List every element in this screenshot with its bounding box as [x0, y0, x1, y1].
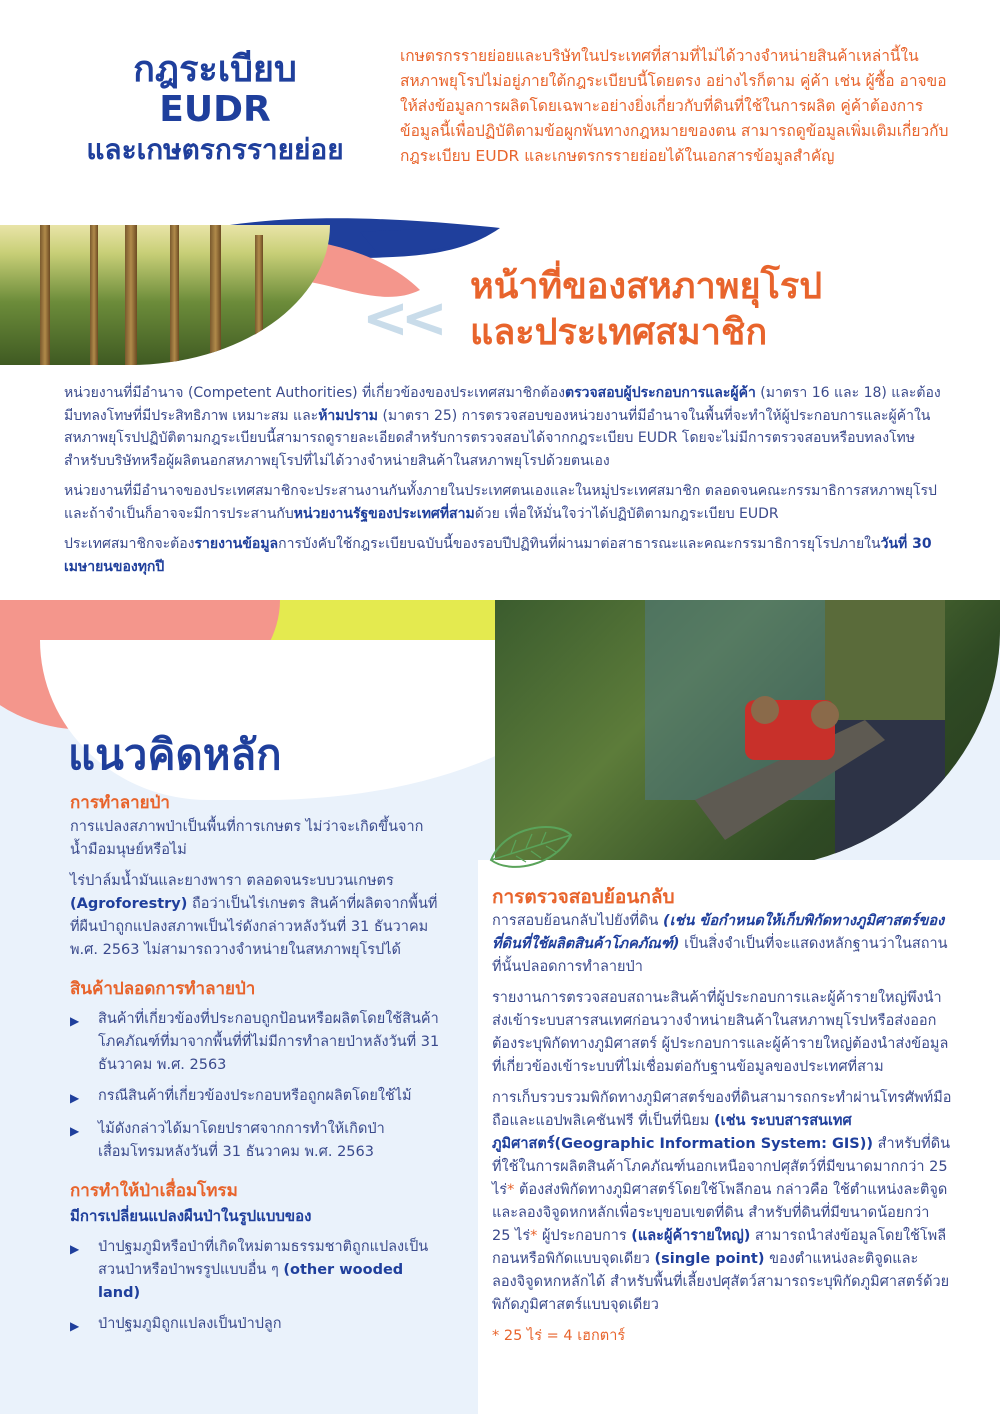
list-item — [70, 1236, 440, 1305]
list-item-text: กรณีสินค้าที่เกี่ยวข้องประกอบหรือถูกผลิตโดยใช้ไม้ — [98, 1088, 412, 1104]
deforestation-paragraph-2 — [70, 870, 440, 962]
list-item — [70, 1118, 440, 1164]
eu-duties-title — [470, 264, 970, 356]
emphasis: (เช่น ข้อกำหนดให้เก็บพิกัดทางภูมิศาสตร์ของที่ดินที่ใช้ผลิตสินค้าโภคภัณฑ์) — [492, 913, 945, 952]
text: ถือว่าเป็นไร่เกษตร สินค้าที่ผลิตจากพื้นที่ที่ผืนป่าถูกแปลงสภาพเป็นไร่ดังกล่าวหลังวันที่ 31 ธันวาคม พ.ศ. 2563 ไม่สามารถวางจำหน่ายในสหภาพยุโรปได้ — [70, 896, 438, 958]
concepts-column — [70, 790, 440, 1346]
emphasis: (และผู้ค้ารายใหญ่) — [631, 1228, 751, 1244]
deforestation-free-list — [70, 1008, 440, 1164]
text: ต้องส่งพิกัดทางภูมิศาสตร์โดยใช้โพลีกอน กล่าวคือ ใช้ตำแหน่งละติจูดและลองจิจูดหกหลักเพื่อระบุขอบเขตที่ดิน สำหรับที่ดินที่มีขนาดน้อยกว่า 25 ไร่ — [492, 1182, 948, 1244]
triangle-right-icon: ▶ — [70, 1091, 80, 1105]
text: ผู้ประกอบการ — [537, 1228, 632, 1244]
degradation-subheading: มีการเปลี่ยนแปลงผืนป่าในรูปแบบของ — [70, 1207, 312, 1225]
concepts-title: แนวคิดหลัก — [68, 730, 282, 779]
list-item — [70, 1085, 440, 1110]
footnote-marker: * — [507, 1182, 515, 1198]
traceability-paragraph-3 — [492, 1087, 952, 1317]
text: หน่วยงานที่มีอำนาจ (Competent Authorities) ที่เกี่ยวข้องของประเทศสมาชิกต้อง — [64, 385, 565, 401]
eu-duties-paragraph-1 — [64, 382, 944, 472]
footnote: * 25 ไร่ = 4 เฮกตาร์ — [492, 1328, 626, 1344]
emphasis: ตรวจสอบผู้ประกอบการและผู้ค้า — [564, 385, 756, 401]
text: ป่าปฐมภูมิหรือป่าที่เกิดใหม่ตามธรรมชาติถูกแปลงเป็นสวนป่าหรือป่าพรรูปแบบอื่น ๆ — [98, 1239, 429, 1278]
emphasis: (Agroforestry) — [70, 896, 188, 912]
emphasis: (เช่น ระบบสารสนเทศภูมิศาสตร์(Geographic Information System: GIS)) — [492, 1113, 873, 1152]
text: ประเทศสมาชิกจะต้อง — [64, 536, 195, 552]
text: ของตำแหน่งละติจูดและลองจิจูดหกหลักได้ สำหรับพื้นที่เลี้ยงปศุสัตว์สามารถระบุพิกัดภูมิศาสตร์ด้วยพิกัดภูมิศาสตร์แบบจุดเดียว — [492, 1251, 950, 1313]
list-item-text: สินค้าที่เกี่ยวข้องที่ประกอบถูกป้อนหรือผลิตโดยใช้สินค้าโภคภัณฑ์ที่มาจากพื้นที่ที่ไม่มีการทำลายป่าหลังวันที่ 31 ธันวาคม พ.ศ. 2563 — [98, 1011, 440, 1073]
text: สามารถนำส่งข้อมูลโดยใช้โพลีกอนหรือพิกัดแบบจุดเดียว — [492, 1228, 947, 1267]
deforestation-free-heading: สินค้าปลอดการทำลายป่า — [70, 979, 256, 999]
page-title — [40, 50, 390, 170]
degradation-list — [70, 1236, 440, 1338]
eu-duties-paragraph-2 — [64, 480, 944, 525]
traceability-heading: การตรวจสอบย้อนกลับ — [492, 886, 675, 908]
emphasis: วันที่ 30 เมษายนของทุกปี — [64, 536, 932, 575]
text: ด้วย เพื่อให้มั่นใจว่าได้ปฏิบัติตามกฎระเบียบ EUDR — [474, 505, 779, 522]
title-line-1: กฎระเบียบ — [133, 49, 297, 90]
text: ไร่ปาล์มน้ำมันและยางพารา ตลอดจนระบบวนเกษตร — [70, 873, 394, 889]
list-item — [70, 1008, 440, 1077]
text: เป็นสิ่งจำเป็นที่จะแสดงหลักฐานว่าในสถานที่นั้นปลอดการทำลายป่า — [492, 936, 948, 975]
emphasis: หน่วยงานรัฐของประเทศที่สาม — [293, 505, 475, 522]
chevrons-left-icon: << — [362, 286, 440, 351]
footnote-marker: * — [530, 1228, 538, 1244]
intro-paragraph: เกษตรกรรายย่อยและบริษัทในประเทศที่สามที่ไม่ได้วางจำหน่ายสินค้าเหล่านี้ในสหภาพยุโรปไม่อยู่ภายใต้กฎระเบียบนี้โดยตรง อย่างไรก็ตาม คู่ค้า เช่น ผู้ซื้อ อาจขอให้ส่งข้อมูลการผลิตโดยเฉพาะอย่างยิ่งเกี่ยวกับที่ดินที่ใช้ในการผลิต คู่ค้าต้องการข้อมูลนี้เพื่อปฏิบัติตามข้อผูกพันทางกฎหมายของตน สามารถดูข้อมูลเพิ่มเติมเกี่ยวกับกฎระเบียบ EUDR และเกษตรกรรายย่อยได้ในเอกสารข้อมูลสำคัญ — [400, 47, 949, 165]
emphasis: ห้ามปราม — [318, 407, 379, 424]
eu-duties-body — [64, 382, 944, 586]
triangle-right-icon: ▶ — [70, 1014, 80, 1028]
triangle-right-icon: ▶ — [70, 1242, 80, 1256]
degradation-heading: การทำให้ป่าเสื่อมโทรม — [70, 1181, 238, 1201]
list-item-text: ป่าปฐมภูมิถูกแปลงเป็นป่าปลูก — [98, 1316, 282, 1332]
list-item-text: ไม้ดังกล่าวได้มาโดยปราศจากการทำให้เกิดป่าเสื่อมโทรมหลังวันที่ 31 ธันวาคม พ.ศ. 2563 — [98, 1121, 385, 1160]
traceability-paragraph-1 — [492, 910, 952, 979]
chevrons-right-icon: >> — [345, 710, 430, 780]
emphasis: รายงานข้อมูล — [194, 536, 279, 552]
text: การเก็บรวบรวมพิกัดทางภูมิศาสตร์ของที่ดินสามารถกระทำผ่านโทรศัพท์มือถือและแอปพลิเคชันฟรี ที่เป็นที่นิยม — [492, 1090, 952, 1129]
eu-duties-title-line-1: หน้าที่ของสหภาพยุโรป — [470, 266, 823, 307]
title-line-3: และเกษตรกรรายย่อย — [86, 133, 344, 166]
text: (มาตรา 25) การตรวจสอบของหน่วยงานที่มีอำนาจในพื้นที่จะทำให้ผู้ประกอบการและผู้ค้าในสหภาพยุโรปปฏิบัติตามกฎระเบียบนี้สามารถดูรายละเอียดสำหรับการตรวจสอบได้จากกฎระเบียบ EUDR โดยจะไม่มีการตรวจสอบหรือบทลงโทษสำหรับบริษัทหรือผู้ผลิตนอกสหภาพยุโรปที่ไม่ได้วางจำหน่ายสินค้าในสหภาพยุโรปด้วยตนเอง — [64, 407, 931, 469]
list-item — [70, 1313, 440, 1338]
text: หน่วยงานที่มีอำนาจของประเทศสมาชิกจะประสานงานกันทั้งภายในประเทศตนเองและในหมู่ประเทศสมาชิก ตลอดจนคณะกรรมาธิการสหภาพยุโรปและถ้าจำเป็นก็อาจจะมีการประสานกับ — [64, 483, 937, 522]
deforestation-paragraph-1: การแปลงสภาพป่าเป็นพื้นที่การเกษตร ไม่ว่าจะเกิดขึ้นจากน้ำมือมนุษย์หรือไม่ — [70, 819, 424, 858]
text: การสอบย้อนกลับไปยังที่ดิน — [492, 913, 664, 929]
eu-duties-paragraph-3 — [64, 533, 944, 578]
eu-duties-title-line-2: และประเทศสมาชิก — [470, 312, 768, 353]
text: สำหรับที่ดินที่ใช้ในการผลิตสินค้าโภคภัณฑ์นอกเหนือจากปศุสัตว์ที่มีขนาดมากกว่า 25 ไร่ — [492, 1136, 951, 1198]
list-item-text — [98, 1236, 440, 1305]
triangle-right-icon: ▶ — [70, 1124, 80, 1138]
emphasis: (single point) — [654, 1251, 765, 1267]
traceability-paragraph-2: รายงานการตรวจสอบสถานะสินค้าที่ผู้ประกอบการและผู้ค้ารายใหญ่พึงนำส่งเข้าระบบสารสนเทศก่อนวางจำหน่ายสินค้าในสหภาพยุโรปหรือส่งออก ต้องระบุพิกัดทางภูมิศาสตร์ ผู้ประกอบการและผู้ค้ารายใหญ่ต้องนำส่งข้อมูลที่เกี่ยวข้องเข้าระบบที่ไม่เชื่อมต่อกับฐานข้อมูลของประเทศที่สาม — [492, 990, 949, 1075]
traceability-column — [492, 884, 952, 1356]
text: (มาตรา 16 และ 18) และต้องมีบทลงโทษที่มีประสิทธิภาพ เหมาะสม และ — [64, 385, 941, 424]
text: การบังคับใช้กฎระเบียบฉบับนี้ของรอบปีปฏิทินที่ผ่านมาต่อสาธารณะและคณะกรรมาธิการยุโรปภายใน — [278, 536, 881, 552]
title-line-2: EUDR — [159, 89, 271, 130]
deforestation-heading: การทำลายป่า — [70, 793, 170, 813]
triangle-right-icon: ▶ — [70, 1319, 80, 1333]
leaf-icon — [486, 820, 576, 880]
emphasis: (other wooded land) — [98, 1262, 404, 1301]
